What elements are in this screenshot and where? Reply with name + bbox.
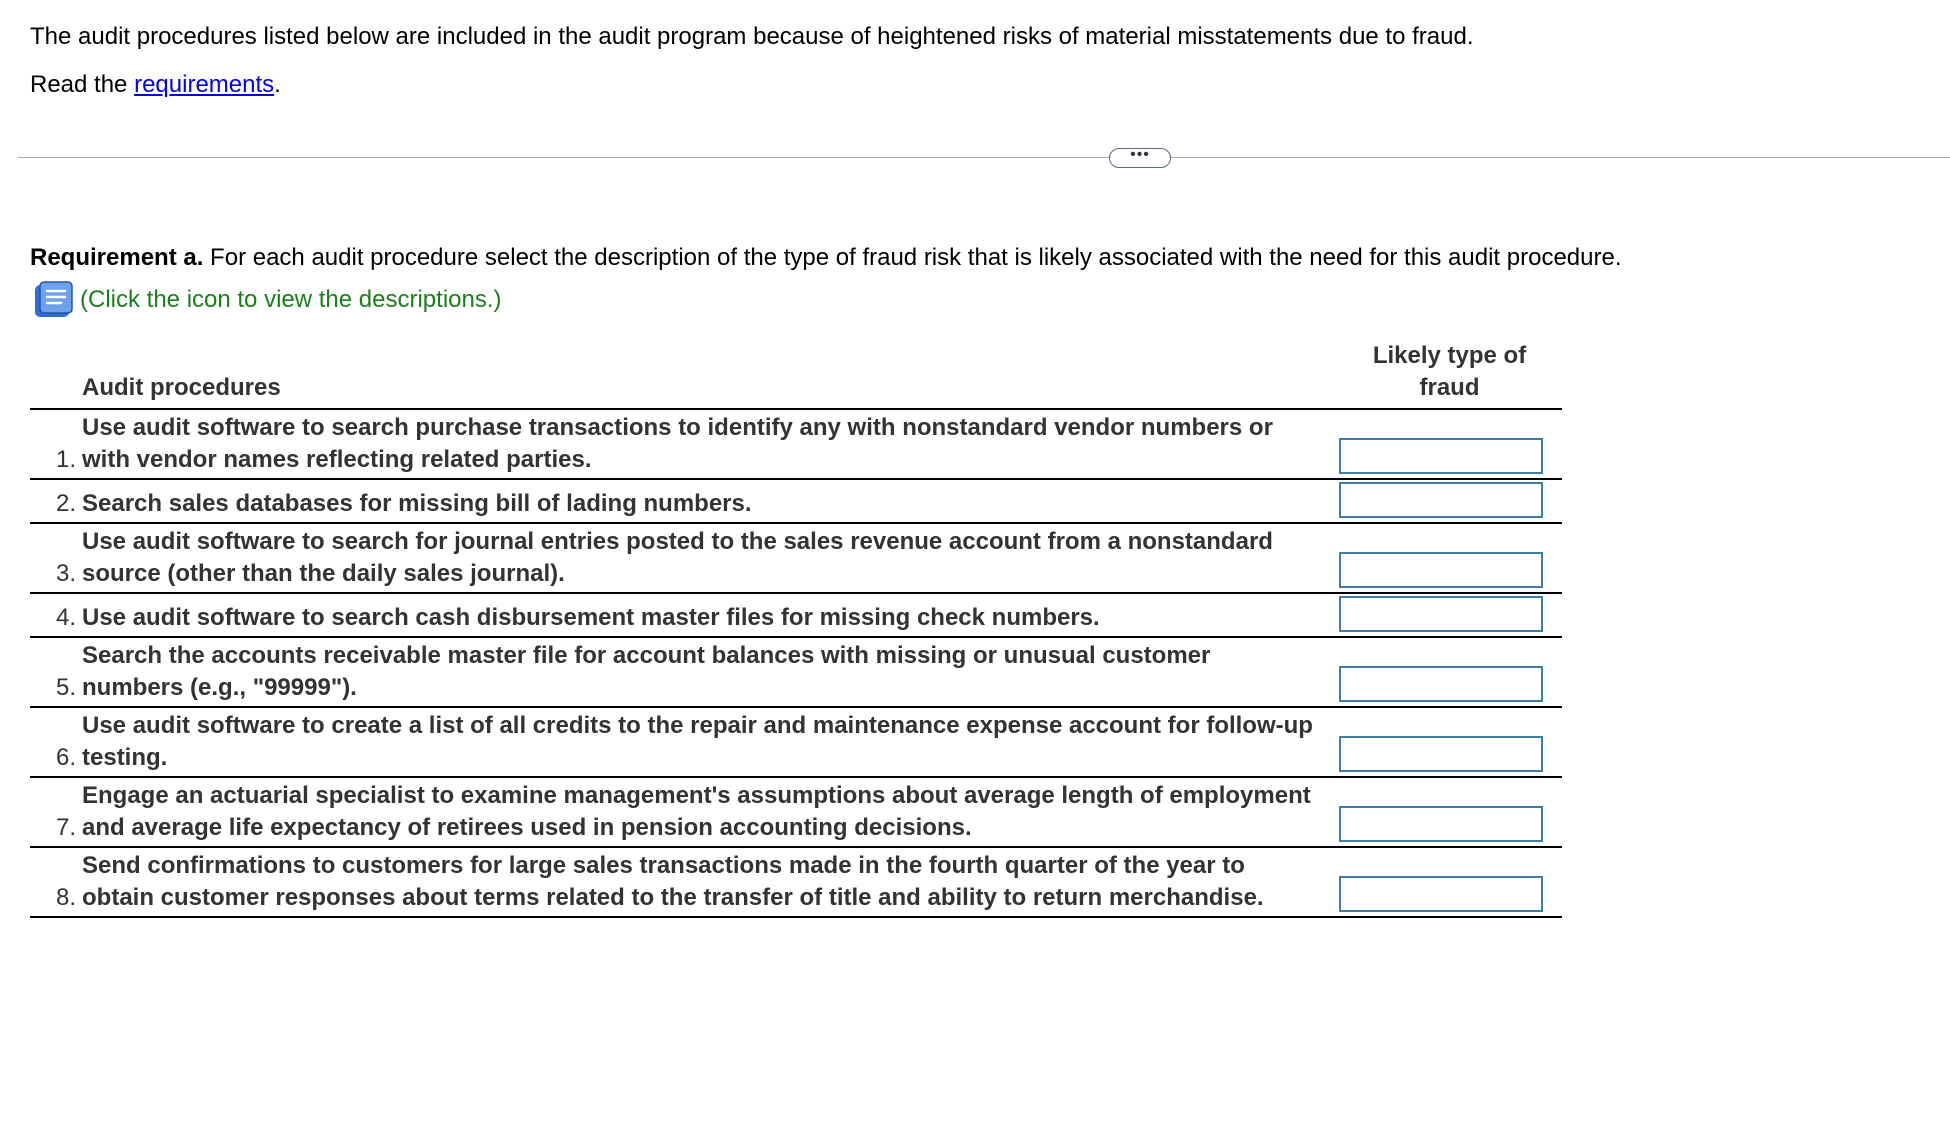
procedure-description: Use audit software to create a list of all credits to the repair and maintenance expense account for follow-up testing. bbox=[82, 712, 1313, 771]
header-number bbox=[30, 340, 82, 409]
fraud-type-select[interactable] bbox=[1339, 736, 1543, 772]
read-requirements-line bbox=[30, 70, 281, 100]
procedure-number: 3. bbox=[55, 560, 76, 587]
requirements-link[interactable]: requirements bbox=[134, 71, 275, 98]
book-icon[interactable] bbox=[32, 280, 76, 320]
fraud-type-cell bbox=[1327, 409, 1562, 479]
procedure-description: Send confirmations to customers for large sales transactions made in the fourth quarter of the year to obtain customer responses about terms related to the transfer of title and ability to return merchandise. bbox=[82, 852, 1264, 911]
procedure-number: 7. bbox=[55, 814, 76, 841]
procedure-description: Use audit software to search for journal entries posted to the sales revenue account from a nonstandard source (other than the daily sales journal). bbox=[82, 528, 1273, 587]
fraud-type-select[interactable] bbox=[1339, 438, 1543, 474]
procedure-number: 5. bbox=[55, 674, 76, 701]
fraud-type-select[interactable] bbox=[1339, 876, 1543, 912]
fraud-type-cell bbox=[1327, 523, 1562, 593]
fraud-type-cell bbox=[1327, 707, 1562, 777]
more-dots-icon: ••• bbox=[1130, 146, 1150, 163]
expand-more-button[interactable] bbox=[1109, 148, 1171, 168]
header-audit-procedures: Audit procedures bbox=[82, 374, 281, 401]
table-row bbox=[30, 523, 1562, 593]
table-row bbox=[30, 479, 1562, 523]
intro-text: The audit procedures listed below are included in the audit program because of heightened risks of material misstatements due to fraud. bbox=[30, 23, 1474, 50]
table-row bbox=[30, 847, 1562, 917]
descriptions-hint bbox=[32, 280, 502, 320]
procedure-number: 4. bbox=[55, 604, 76, 631]
fraud-type-select[interactable] bbox=[1339, 482, 1543, 518]
table-row bbox=[30, 593, 1562, 637]
header-likely-type-of-fraud bbox=[1327, 340, 1562, 409]
header-fraud-line2: fraud bbox=[1419, 374, 1480, 401]
fraud-type-select[interactable] bbox=[1339, 552, 1543, 588]
fraud-type-select[interactable] bbox=[1339, 666, 1543, 702]
fraud-type-cell bbox=[1327, 637, 1562, 707]
fraud-type-cell bbox=[1327, 479, 1562, 523]
procedure-description: Search sales databases for missing bill of lading numbers. bbox=[82, 490, 752, 517]
fraud-type-cell bbox=[1327, 847, 1562, 917]
table-row bbox=[30, 409, 1562, 479]
fraud-type-select[interactable] bbox=[1339, 596, 1543, 632]
section-divider bbox=[18, 157, 1950, 158]
table-row bbox=[30, 707, 1562, 777]
procedure-number: 1. bbox=[55, 446, 76, 473]
procedure-description: Engage an actuarial specialist to examine management's assumptions about average length of employment and average life expectancy of retirees used in pension accounting decisions. bbox=[82, 782, 1311, 841]
procedure-number: 6. bbox=[55, 744, 76, 771]
table-row bbox=[30, 777, 1562, 847]
requirement-text: For each audit procedure select the description of the type of fraud risk that is likely associated with the need for this audit procedure. bbox=[203, 244, 1622, 271]
procedure-description: Use audit software to search purchase transactions to identify any with nonstandard vendor numbers or with vendor names reflecting related parties. bbox=[82, 414, 1273, 473]
fraud-type-cell bbox=[1327, 593, 1562, 637]
read-prefix: Read the bbox=[30, 71, 135, 98]
procedure-description: Search the accounts receivable master file for account balances with missing or unusual customer numbers (e.g., "99999"). bbox=[82, 642, 1211, 701]
fraud-type-cell bbox=[1327, 777, 1562, 847]
click-icon-hint: (Click the icon to view the descriptions.) bbox=[80, 286, 502, 313]
procedure-description: Use audit software to search cash disbursement master files for missing check numbers. bbox=[82, 604, 1100, 631]
fraud-type-select[interactable] bbox=[1339, 806, 1543, 842]
procedure-number: 2. bbox=[55, 490, 76, 517]
header-fraud-line1: Likely type of bbox=[1372, 342, 1527, 369]
requirement-a bbox=[30, 243, 1622, 273]
requirement-label: Requirement a. bbox=[30, 244, 204, 271]
procedure-number: 8. bbox=[55, 884, 76, 911]
table-header-row bbox=[30, 340, 1562, 409]
audit-procedures-table bbox=[30, 340, 1562, 918]
read-suffix: . bbox=[274, 71, 281, 98]
table-row bbox=[30, 637, 1562, 707]
